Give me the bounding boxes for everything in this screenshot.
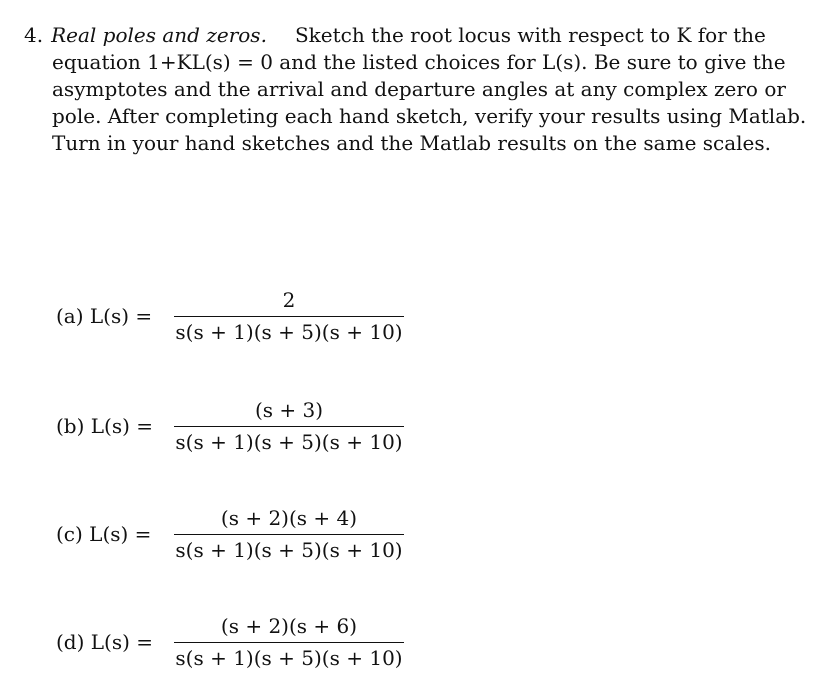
problem-text-line-3: asymptotes and the arrival and departure angles at any complex zero or xyxy=(52,77,786,101)
denominator: s(s + 1)(s + 5)(s + 10) xyxy=(175,320,403,344)
problem-number: 4. xyxy=(24,23,44,47)
fraction xyxy=(174,612,404,672)
denominator: s(s + 1)(s + 5)(s + 10) xyxy=(175,646,403,670)
fraction xyxy=(174,504,404,564)
part-c xyxy=(56,504,416,564)
part-label: (d) L(s) = xyxy=(56,630,154,654)
part-d xyxy=(56,612,416,672)
part-a xyxy=(56,286,416,346)
problem-text-line-4: pole. After completing each hand sketch, verify your results using Matlab. xyxy=(52,104,807,128)
denominator: s(s + 1)(s + 5)(s + 10) xyxy=(175,430,403,454)
numerator: (s + 2)(s + 4) xyxy=(220,506,358,530)
problem-title: Real poles and zeros. xyxy=(51,23,267,47)
problem-text-line-1: Sketch the root locus with respect to K for the xyxy=(294,23,766,47)
fraction-bar xyxy=(174,316,404,317)
fraction-bar xyxy=(174,534,404,535)
fraction xyxy=(174,286,404,346)
problem-text-line-2: equation 1+KL(s) = 0 and the listed choices for L(s). Be sure to give the xyxy=(52,50,786,74)
part-b xyxy=(56,396,416,456)
part-label: (b) L(s) = xyxy=(56,414,154,438)
fraction-bar xyxy=(174,642,404,643)
numerator: 2 xyxy=(282,288,296,312)
part-label: (a) L(s) = xyxy=(56,304,153,328)
problem-line-1 xyxy=(24,22,784,49)
fraction-bar xyxy=(174,426,404,427)
denominator: s(s + 1)(s + 5)(s + 10) xyxy=(175,538,403,562)
part-label: (c) L(s) = xyxy=(56,522,152,546)
numerator: (s + 3) xyxy=(254,398,324,422)
numerator: (s + 2)(s + 6) xyxy=(220,614,358,638)
problem-statement xyxy=(24,22,807,157)
fraction xyxy=(174,396,404,456)
problem-text-line-5: Turn in your hand sketches and the Matlab results on the same scales. xyxy=(52,131,772,155)
